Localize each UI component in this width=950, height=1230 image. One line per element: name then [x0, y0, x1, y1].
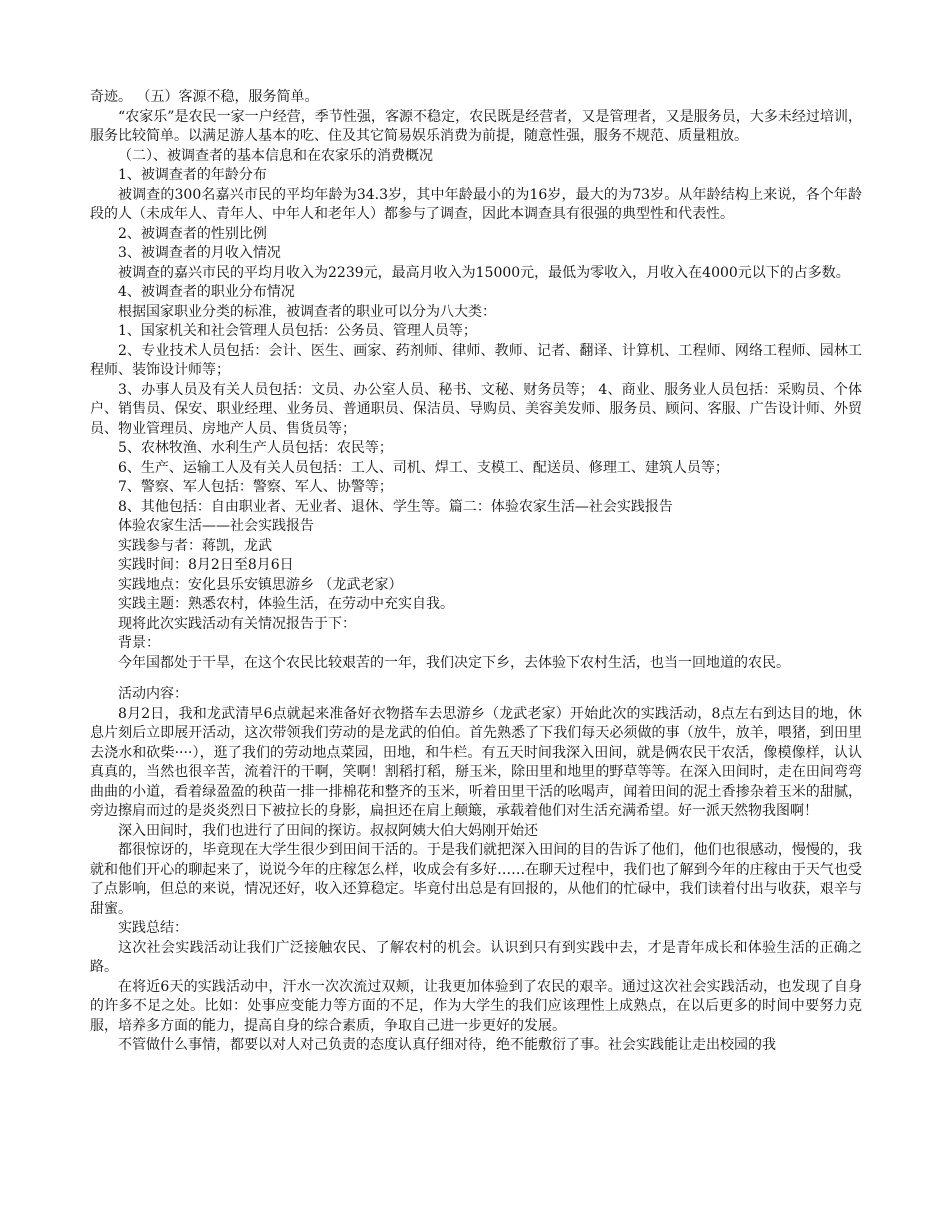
- paragraph: 背景：: [118, 635, 160, 651]
- paragraph: 3、被调查者的月收入情况: [118, 245, 281, 261]
- paragraph: 被调查的嘉兴市民的平均月收入为2239元，最高月收入为15000元，最低为零收入，月收入在4000元以下的占多数。: [118, 264, 850, 281]
- paragraph: （二）、被调查者的基本信息和在农家乐的消费概况: [118, 147, 433, 164]
- paragraph: 6、生产、运输工人及有关人员包括：工人、司机、焊工、支模工、配送员、修理工、建筑人员等；: [118, 459, 729, 476]
- paragraph: 1、国家机关和社会管理人员包括：公务员、管理人员等；: [118, 323, 477, 339]
- paragraph: 1、被调查者的年龄分布: [118, 167, 267, 183]
- paragraph: 7、警察、军人包括：警察、军人、协警等；: [118, 479, 393, 495]
- paragraph: 根据国家职业分类的标准，被调查者的职业可以分为八大类：: [118, 303, 496, 320]
- paragraph: 实践总结：: [118, 920, 188, 936]
- paragraph: 在将近6天的实践活动中，汗水一次次流过双颊，让我更加体验到了农民的艰辛。通过这次社会实践活动，也发现了自身的许多不足之处。比如：处事应变能力等方面的不足，作为大学生的我们应该理性上成熟点，在以后更多的时间中要努力克服，培养多方面的能力，提高自身的综合素质，争取自己进一步更好的发展。: [90, 978, 862, 1034]
- paragraph: 奇迹。 （五）客源不稳，服务简单。: [90, 89, 319, 105]
- paragraph: 活动内容：: [118, 686, 188, 702]
- paragraph: 现将此次实践活动有关情况报告于下：: [118, 615, 356, 632]
- paragraph: 3、办事人员及有关人员包括：文员、办公室人员、秘书、文秘、财务员等； 4、商业、服务业人员包括：采购员、个体户、销售员、保安、职业经理、业务员、普通职员、保洁员、导购员、美容美发师、服务员、顾问、客服、广告设计师、外贸员、物业管理员、房地产人员、售货员等；: [90, 381, 862, 437]
- paragraph: “农家乐”是农民一家一户经营，季节性强，客源不稳定，农民既是经营者，又是管理者，又是服务员，大多未经过培训，服务比较简单。以满足游人基本的吃、住及其它简易娱乐消费为前提，随意性强，服务不规范、质量粗放。: [90, 108, 862, 144]
- paragraph: 深入田间时，我们也进行了田间的探访。叔叔阿姨大伯大妈刚开始还: [118, 822, 538, 839]
- paragraph: 实践地点：安化县乐安镇思游乡 （龙武老家）: [118, 576, 403, 593]
- paragraph: 不管做什么事情，都要以对人对己负责的态度认真仔细对待，绝不能敷衍了事。社会实践能让走出校园的我: [118, 1037, 776, 1053]
- paragraph: 4、被调查者的职业分布情况: [118, 284, 295, 300]
- paragraph: 被调查的300名嘉兴市民的平均年龄为34.3岁，其中年龄最小的为16岁，最大的为73岁。从年龄结构上来说，各个年龄段的人（未成年人、青年人、中年人和老年人）都参与了调查，因此本调查具有很强的典型性和代表性。: [90, 186, 862, 222]
- paragraph: 今年国都处于干旱，在这个农民比较艰苦的一年，我们决定下乡，去体验下农村生活，也当一回地道的农民。: [118, 654, 790, 671]
- paragraph: 实践主题：熟悉农村，体验生活，在劳动中充实自我。: [118, 596, 454, 612]
- paragraph: 都很惊讶的，毕竟现在大学生很少到田间干活的。于是我们就把深入田间的目的告诉了他们，他们也很感动，慢慢的，我就和他们开心的聊起来了，说说今年的庄稼怎么样，收成会有多好……在聊天过程中，我们也了解到今年的庄稼由于天气也受了点影响，但总的来说，情况还好，收入还算稳定。毕竟付出总是有回报的，从他们的忙碌中，我们读着付出与收获，艰辛与甜蜜。: [90, 842, 862, 917]
- paragraph: 2、被调查者的性别比例: [118, 225, 267, 242]
- paragraph: 5、农林牧渔、水利生产人员包括：农民等；: [118, 440, 393, 456]
- paragraph: 实践参与者：蒋凯，龙武: [118, 537, 272, 554]
- paragraph: 这次社会实践活动让我们广泛接触农民、了解农村的机会。认识到只有到实践中去，才是青年成长和体验生活的正确之路。: [90, 939, 862, 975]
- paragraph: 体验农家生活——社会实践报告: [118, 518, 314, 534]
- paragraph: 实践时间：8月2日至8月6日: [118, 557, 294, 573]
- paragraph: 8月2日，我和龙武清早6点就起来准备好衣物搭车去思游乡（龙武老家）开始此次的实践活动，8点左右到达目的地，休息片刻后立即展开活动，这次带领我们劳动的是龙武的伯伯。首先熟悉了下我们每天必须做的事（放牛，放羊，喂猪，到田里去浇水和砍柴····），逛了我们的劳动地点菜园，田地，和牛栏。有五天时间我深入田间，就是俩农民干农活，像模像样，认认真真的，当然也很辛苦，流着汗的干啊，笑啊！割稻打稻，掰玉米，除田里和地里的野草等等。在深入田间时，走在田间弯弯曲曲的小道，看着绿盈盈的秧苗一排一排棉花和整齐的玉米，听着田里干活的吆喝声，闻着田间的泥土香掺杂着玉米的甜腻，旁边擦肩而过的是炎炎烈日下被拉长的身影，扁担还在肩上颠簸，承载着他们对生活充满希望。好一派天然物我图啊！: [90, 705, 862, 819]
- paragraph: 2、专业技术人员包括：会计、医生、画家、药剂师、律师、教师、记者、翻译、计算机、工程师、网络工程师、园林工程师、装饰设计师等；: [90, 342, 862, 378]
- paragraph: 8、其他包括：自由职业者、无业者、退休、学生等。篇二：体验农家生活—社会实践报告: [118, 498, 673, 515]
- document-body: [90, 88, 862, 1056]
